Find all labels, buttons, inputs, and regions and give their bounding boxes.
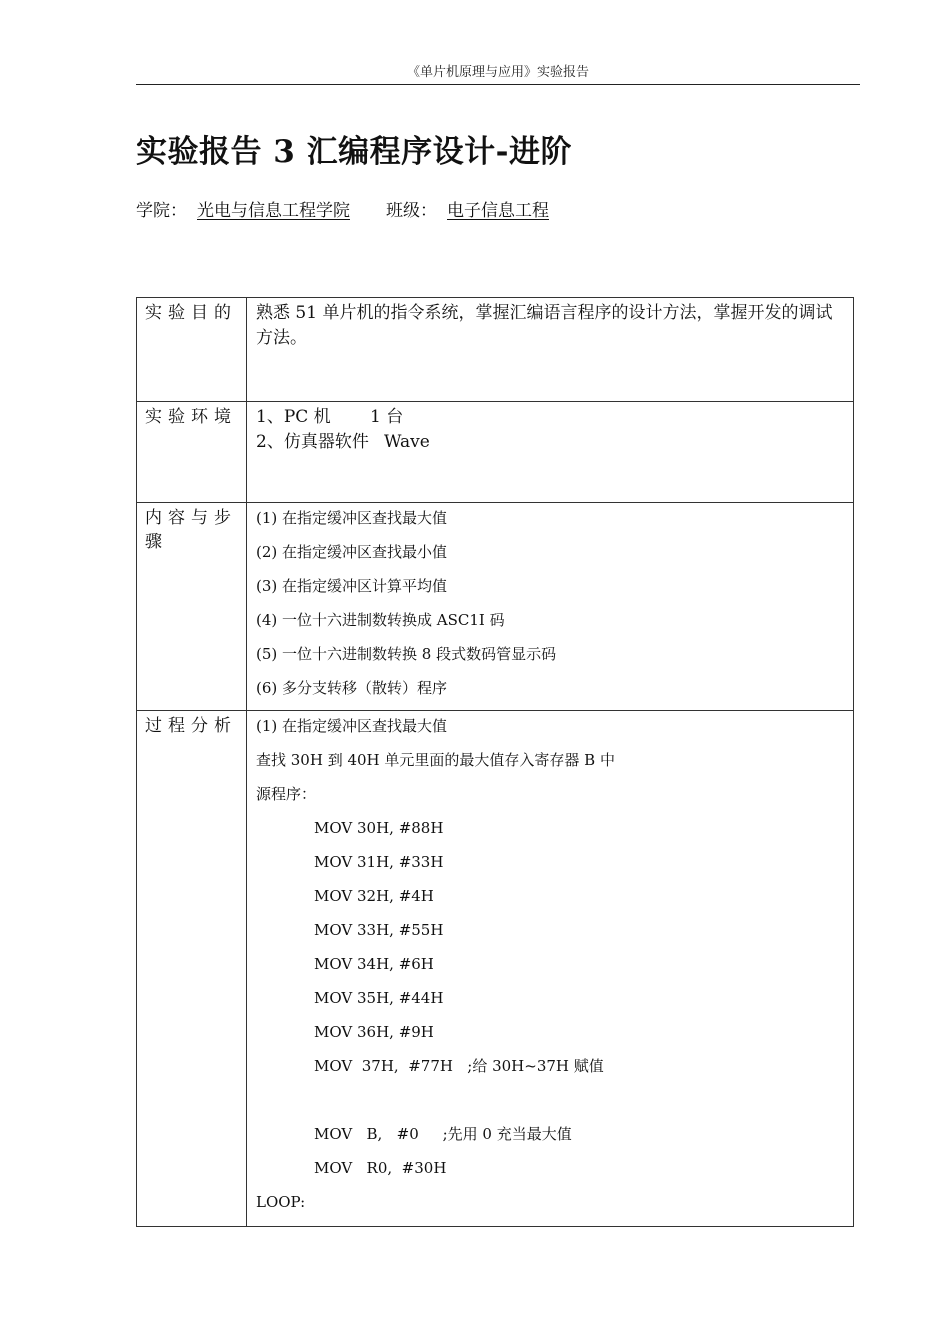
- class-value: 电子信息工程: [447, 201, 549, 221]
- loop-label: LOOP:: [256, 1193, 306, 1211]
- step-item: (5) 一位十六进制数转换 8 段式数码管显示码: [256, 645, 557, 663]
- code-line: MOV 35H, #44H: [314, 989, 444, 1007]
- college-label: 学院：: [136, 201, 187, 221]
- code-line: MOV R0, #30H: [314, 1159, 447, 1177]
- code-line: MOV 31H, #33H: [314, 853, 444, 871]
- purpose-heading: 实验目的: [137, 298, 247, 402]
- step-item: (2) 在指定缓冲区查找最小值: [256, 543, 448, 561]
- process-desc: 查找 30H 到 40H 单元里面的最大值存入寄存器 B 中: [256, 751, 615, 769]
- process-subtitle: (1) 在指定缓冲区查找最大值: [256, 717, 448, 735]
- code-line: MOV 37H, #77H ;给 30H~37H 赋值: [314, 1057, 604, 1075]
- process-heading: 过程分析: [137, 711, 247, 1227]
- code-line: MOV 34H, #6H: [314, 955, 434, 973]
- purpose-text: 熟悉 51 单片机的指令系统，掌握汇编语言程序的设计方法，掌握开发的调试方法。: [247, 298, 854, 402]
- code-line: MOV 33H, #55H: [314, 921, 444, 939]
- class-label: 班级：: [386, 201, 437, 221]
- env-item: 1、PC 机: [256, 407, 331, 427]
- step-item: (3) 在指定缓冲区计算平均值: [256, 577, 448, 595]
- step-item: (1) 在指定缓冲区查找最大值: [256, 509, 448, 527]
- source-label: 源程序：: [256, 785, 317, 803]
- step-item: (4) 一位十六进制数转换成 ASC1I 码: [256, 611, 505, 629]
- environment-heading: 实验环境: [137, 402, 247, 503]
- env-value: 1 台: [370, 407, 404, 427]
- env-value: Wave: [384, 432, 430, 452]
- process-row: [137, 711, 854, 1227]
- report-meta: [136, 199, 555, 223]
- process-cell: [247, 711, 854, 1227]
- environment-line: [256, 430, 845, 455]
- environment-line: [256, 405, 845, 430]
- code-line: MOV 30H, #88H: [314, 819, 444, 837]
- environment-cell: [247, 402, 854, 503]
- steps-row: [137, 503, 854, 711]
- code-line: MOV 36H, #9H: [314, 1023, 434, 1041]
- code-line: MOV B, #0 ;先用 0 充当最大值: [314, 1125, 572, 1143]
- environment-row: [137, 402, 854, 503]
- code-line-blank: [256, 1088, 845, 1122]
- step-item: (6) 多分支转移（散转）程序: [256, 679, 448, 697]
- running-header: 《单片机原理与应用》实验报告: [136, 64, 860, 85]
- code-line: MOV 32H, #4H: [314, 887, 434, 905]
- env-item: 2、仿真器软件: [256, 432, 369, 452]
- steps-heading: 内容与步骤: [137, 503, 247, 711]
- purpose-row: [137, 298, 854, 402]
- report-title: 实验报告 3 汇编程序设计-进阶: [136, 134, 573, 170]
- report-table: [136, 297, 854, 1227]
- college-value: 光电与信息工程学院: [197, 201, 350, 221]
- steps-list: [247, 503, 854, 711]
